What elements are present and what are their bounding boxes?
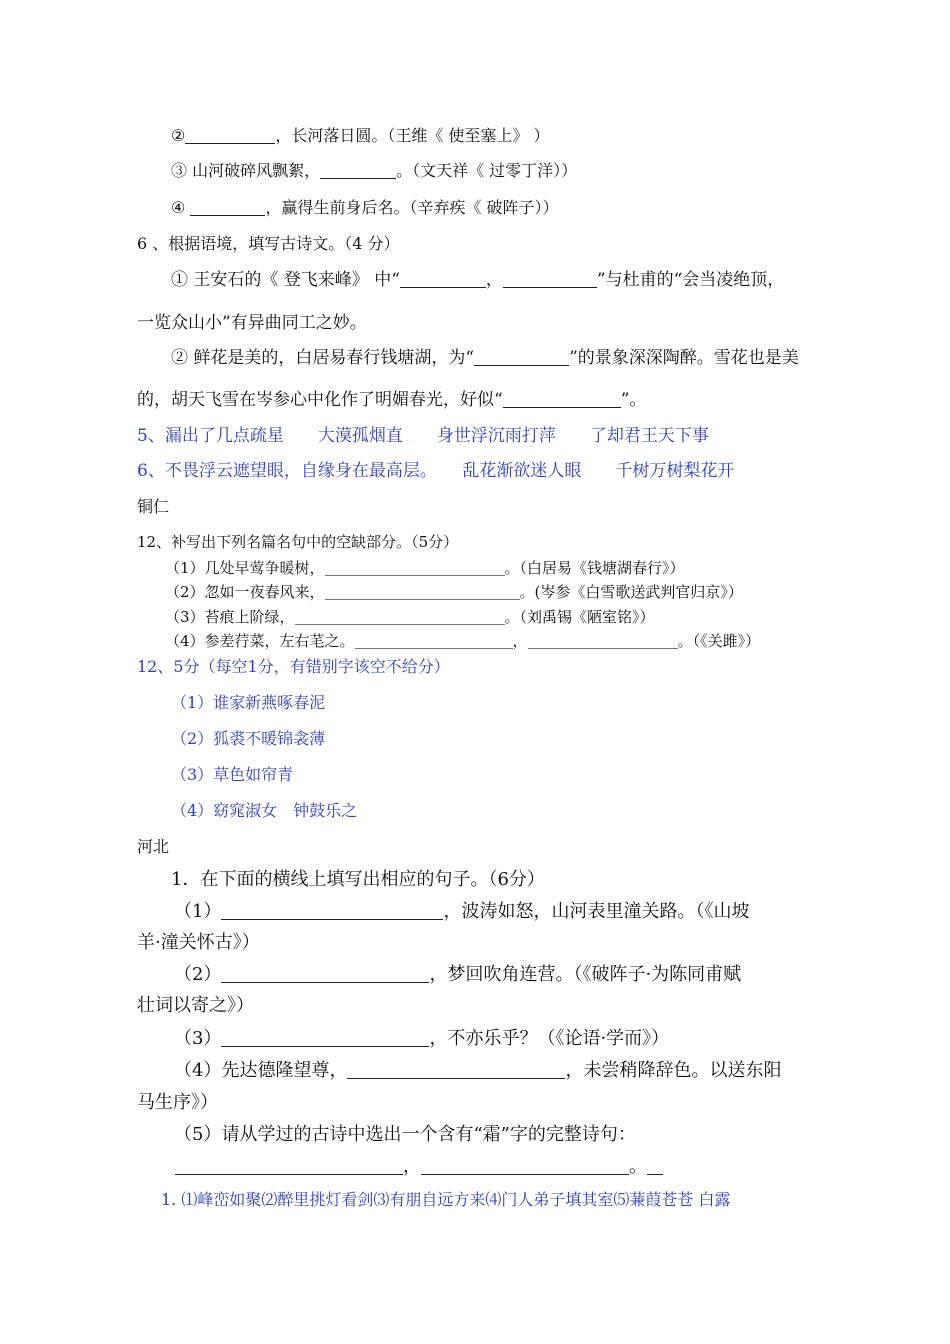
answer-blank[interactable]	[295, 623, 505, 625]
fill-item-2	[171, 128, 550, 144]
tongren-item-1	[165, 561, 685, 576]
hebei-question-title: 1．在下面的横线上填写出相应的句子。（6分）	[171, 869, 545, 890]
item-text: ”。	[620, 390, 647, 410]
item-text: ① 王安石的《 登飞来峰》 中“	[171, 270, 400, 290]
item-text: 。（《关雎》）	[677, 632, 761, 650]
tongren-item-4	[165, 634, 760, 649]
hebei-item-4	[174, 1062, 781, 1080]
tongren-answer-title: 12、5分（每空1分，有错别字该空不给分）	[137, 657, 450, 676]
tongren-item-2	[165, 585, 743, 600]
answer-blank[interactable]	[347, 1077, 565, 1079]
answer-blank[interactable]	[185, 142, 275, 144]
answer-blank[interactable]	[221, 981, 429, 983]
answer-blank[interactable]	[355, 647, 513, 649]
fill-item-4	[171, 200, 559, 216]
answer-blank[interactable]	[528, 647, 678, 649]
answer-blank[interactable]	[325, 598, 520, 600]
item-text: ，长河落日圆。（王维《 使至塞上》 ）	[275, 126, 550, 145]
item-text: （3）	[174, 1028, 222, 1049]
item-text: ，未尝稍降辞色。以送东阳	[565, 1060, 782, 1081]
answer-blank[interactable]	[400, 286, 486, 288]
item-text: ，波涛如怒，山河表里潼关路。（《山坡	[443, 901, 750, 922]
question-6-line-4	[137, 392, 646, 409]
tongren-answer-4: （4）窈窕淑女 钟鼓乐之	[171, 801, 358, 820]
answer-blank[interactable]	[647, 1173, 663, 1175]
answer-blank[interactable]	[474, 364, 569, 366]
answer-blank[interactable]	[221, 1045, 429, 1047]
answer-blank[interactable]	[421, 1173, 629, 1175]
item-text: ③ 山河破碎风飘絮，	[171, 161, 321, 180]
answer-6: 6、不畏浮云遮望眼，自缘身在最高层。 乱花渐欲迷人眼 千树万树梨花开	[137, 461, 735, 481]
item-text: （1）几处早莺争暖树，	[165, 559, 325, 577]
tongren-answer-2: （2）狐裘不暖锦衾薄	[171, 729, 326, 748]
item-text: （2）	[174, 964, 222, 985]
answer-blank[interactable]	[503, 286, 597, 288]
item-text: （1）	[174, 901, 222, 922]
answer-blank[interactable]	[221, 918, 443, 920]
item-text: 。（文天祥《 过零丁洋））	[396, 161, 578, 180]
fill-item-3	[171, 163, 577, 179]
item-text: ”与杜甫的“会当凌绝顶，	[596, 270, 785, 290]
item-text: ，赢得生前身后名。（辛弃疾《 破阵子））	[265, 198, 559, 217]
item-text: ，	[485, 270, 503, 290]
hebei-item-2	[174, 966, 741, 984]
region-label-tongren: 铜仁	[137, 497, 170, 516]
question-6-line-1	[171, 272, 784, 289]
answer-blank[interactable]	[190, 214, 265, 216]
hebei-item-4-cont: 马生序》）	[137, 1092, 218, 1113]
item-text: ，不亦乐乎？（《论语·学而》）	[429, 1028, 670, 1049]
hebei-item-1	[174, 903, 749, 921]
tongren-item-3	[165, 610, 655, 625]
question-6-line-3	[171, 350, 799, 367]
item-text: ，梦回吹角连营。（《破阵子·为陈同甫赋	[429, 964, 742, 985]
item-text: 。	[629, 1156, 647, 1177]
item-text: （3）苔痕上阶绿，	[165, 608, 295, 626]
answer-5: 5、漏出了几点疏星 大漠孤烟直 身世浮沉雨打萍 了却君王天下事	[137, 426, 709, 446]
item-text: 。（刘禹锡《陋室铭》）	[504, 608, 655, 626]
hebei-item-5: （5）请从学过的古诗中选出一个含有“霜”字的完整诗句：	[174, 1124, 636, 1145]
question-6-title: 6 、根据语境，填写古诗文。（4 分）	[137, 234, 400, 253]
item-text: ，	[403, 1156, 421, 1177]
tongren-question-title: 12、补写出下列名篇名句中的空缺部分。（5分）	[137, 533, 459, 551]
answer-blank[interactable]	[175, 1173, 403, 1175]
hebei-item-3	[174, 1030, 669, 1048]
answer-blank[interactable]	[320, 177, 396, 179]
item-number: ②	[171, 126, 186, 145]
tongren-answer-3: （3）草色如帘青	[171, 765, 294, 784]
answer-blank[interactable]	[503, 406, 621, 408]
hebei-item-2-cont: 壮词以寄之》）	[137, 995, 254, 1016]
item-text: ”的景象深深陶醉。雪花也是美	[569, 348, 799, 368]
item-text: （2）忽如一夜春风来，	[165, 583, 325, 601]
item-text: ② 鲜花是美的，白居易春行钱塘湖，为“	[171, 348, 475, 368]
hebei-answer: 1. ⑴峰峦如聚⑵醉里挑灯看剑⑶有朋自远方来⑷门人弟子填其室⑸蒹葭苍苍 白露	[161, 1190, 731, 1209]
answer-blank[interactable]	[325, 574, 505, 576]
item-text: （4）参差荇菜，左右芼之。	[165, 632, 355, 650]
item-text: 。（白居易《钱塘湖春行》）	[504, 559, 685, 577]
hebei-item-1-cont: 羊·潼关怀古》）	[137, 932, 260, 953]
item-text: （4）先达德隆望尊，	[174, 1060, 348, 1081]
region-label-hebei: 河北	[137, 837, 170, 856]
item-number: ④	[171, 198, 191, 217]
tongren-answer-1: （1）谁家新燕啄春泥	[171, 693, 326, 712]
item-text: 的，胡天飞雪在岑参心中化作了明媚春光，好似“	[137, 390, 503, 410]
item-text: ，	[512, 632, 528, 650]
question-6-line-2: 一览众山小”有异曲同工之妙。	[137, 313, 367, 333]
hebei-item-5-blanks	[175, 1158, 663, 1176]
item-text: 。(岑参《白雪歌送武判官归京》）	[519, 583, 743, 601]
